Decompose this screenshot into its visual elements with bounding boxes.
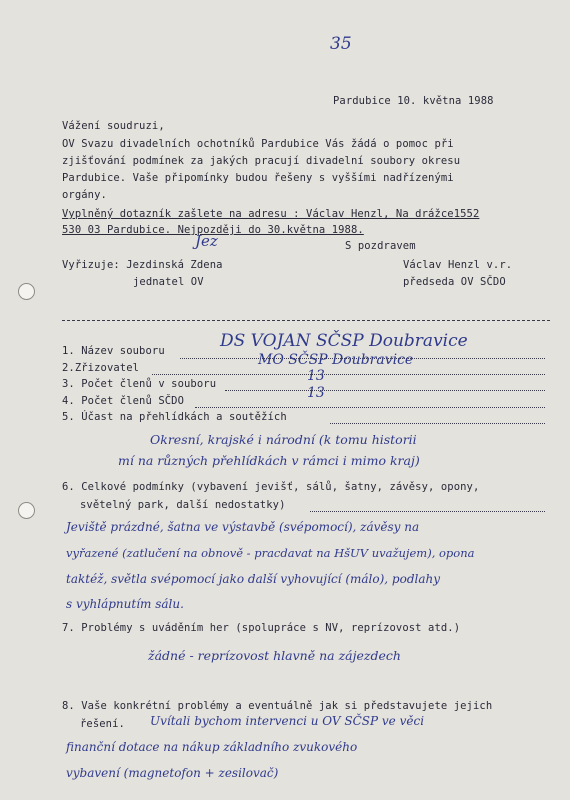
question-1: 1. Název souboru xyxy=(62,345,165,357)
regards: S pozdravem xyxy=(345,240,416,252)
answer-line-6 xyxy=(310,511,545,512)
answer-line-2 xyxy=(152,374,545,375)
answer-6-line-2: vyřazené (zatlučení na obnově - pracdavat na HšUV uvažujem), opona xyxy=(66,546,475,560)
greeting: Vážení soudruzi, xyxy=(62,120,165,132)
send-line-2: 530 03 Pardubice. Nejpozději do 30.května 1988. xyxy=(62,224,364,236)
separator-line xyxy=(62,320,550,321)
intro-line-4: orgány. xyxy=(62,189,107,201)
answer-5-line-1: Okresní, krajské i národní (k tomu historii xyxy=(150,432,417,447)
answer-2: MO SČSP Doubravice xyxy=(258,352,414,368)
date-line: Pardubice 10. května 1988 xyxy=(333,95,494,107)
contact-label: Vyřizuje: Jezdinská Zdena xyxy=(62,259,223,271)
answer-8-line-1: Uvítali bychom intervenci u OV SČSP ve věci xyxy=(150,714,425,728)
answer-7: žádné - reprízovost hlavně na zájezdech xyxy=(148,648,401,663)
answer-line-5 xyxy=(330,423,545,424)
question-2: 2.Zřizovatel xyxy=(62,362,140,374)
intro-line-3: Pardubice. Vaše připomínky budou řešeny s vyššími nadřízenými xyxy=(62,172,454,184)
answer-line-3 xyxy=(225,390,545,391)
question-6-line-1: 6. Celkové podmínky (vybavení jevišť, sálů, šatny, závěsy, opony, xyxy=(62,481,480,493)
question-4: 4. Počet členů SČDO xyxy=(62,395,185,407)
question-6-line-2: světelný park, další nedostatky) xyxy=(80,499,286,511)
signer-role: předseda OV SČDO xyxy=(403,276,506,288)
handwritten-initials: Jez xyxy=(195,232,218,250)
answer-3: 13 xyxy=(307,368,325,384)
question-8-line-1: 8. Vaše konkrétní problémy a eventuálně jak si představujete jejich xyxy=(62,700,493,712)
answer-6-line-3: taktéž, světla svépomocí jako další vyhovující (málo), podlahy xyxy=(66,572,441,586)
question-3: 3. Počet členů v souboru xyxy=(62,378,217,390)
question-5: 5. Účast na přehlídkách a soutěžích xyxy=(62,411,287,423)
answer-6-line-1: Jeviště prázdné, šatna ve výstavbě (svépomocí), závěsy na xyxy=(66,520,420,534)
answer-4: 13 xyxy=(307,385,325,401)
send-line-1: Vyplněný dotazník zašlete na adresu : Václav Henzl, Na drážce1552 xyxy=(62,208,480,220)
intro-line-1: OV Svazu divadelních ochotníků Pardubice Vás žádá o pomoc při xyxy=(62,138,454,150)
contact-role: jednatel OV xyxy=(133,276,204,288)
question-8-line-2: řešení. xyxy=(80,718,125,730)
signer-name: Václav Henzl v.r. xyxy=(403,259,513,271)
answer-1: DS VOJAN SČSP Doubravice xyxy=(220,331,468,351)
page-number: 35 xyxy=(330,34,352,54)
answer-8-line-2: finanční dotace na nákup základního zvukového xyxy=(66,740,358,754)
answer-6-line-4: s vyhlápnutím sálu. xyxy=(66,597,184,611)
question-7: 7. Problémy s uváděním her (spolupráce s NV, reprízovost atd.) xyxy=(62,622,461,634)
answer-8-line-3: vybavení (magnetofon + zesilovač) xyxy=(66,766,279,780)
answer-5-line-2: mí na různých přehlídkách v rámci i mimo kraj) xyxy=(118,453,420,468)
intro-line-2: zjišťování podmínek za jakých pracují divadelní soubory okresu xyxy=(62,155,461,167)
answer-line-4 xyxy=(195,407,545,408)
punch-hole-top xyxy=(18,283,35,300)
punch-hole-bottom xyxy=(18,502,35,519)
